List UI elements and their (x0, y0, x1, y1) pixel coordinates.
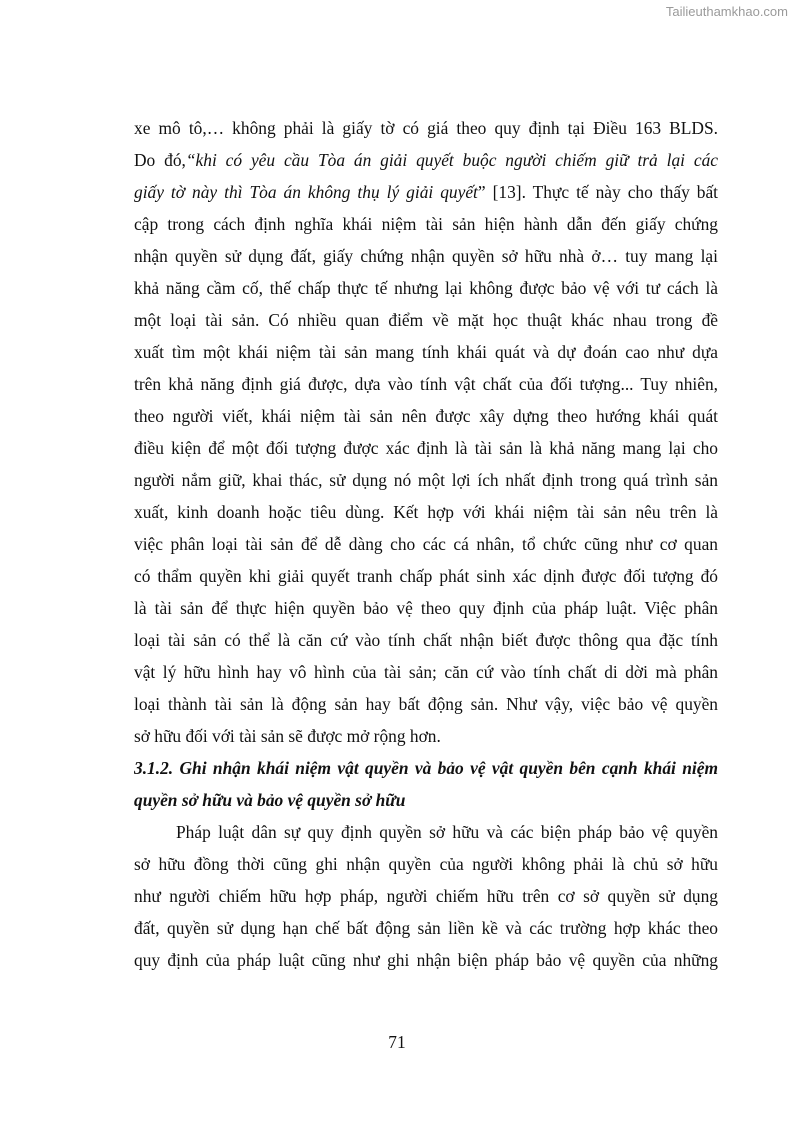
quoted-text: “khi có yêu cầu Tòa án giải quyết buộc người chiếm giữ trả lại các (185, 150, 718, 170)
text-span: quy định của pháp luật cũng như ghi nhận biện pháp bảo vệ quyền của những (134, 950, 718, 970)
body-text-line (134, 688, 718, 720)
text-span: sở hữu đồng thời cũng ghi nhận quyền của người không phải là chủ sở hữu (134, 854, 718, 874)
text-span: điều kiện để một đối tượng được xác định là tài sản là khả năng mang lại cho (134, 438, 718, 458)
body-text-line (134, 336, 718, 368)
text-span: 3.1.2. Ghi nhận khái niệm vật quyền và bảo vệ vật quyền bên cạnh khái niệm (134, 758, 718, 778)
text-span: như người chiếm hữu hợp pháp, người chiếm hữu trên cơ sở quyền sử dụng (134, 886, 718, 906)
text-span: cập trong cách định nghĩa khái niệm tài sản hiện hành dẫn đến giấy chứng (134, 214, 718, 234)
text-span: ” [13]. Thực tế này cho thấy bất (477, 182, 718, 202)
text-span: một loại tài sản. Có nhiều quan điểm về mặt học thuật khác nhau trong đề (134, 310, 718, 330)
body-text-line (134, 848, 718, 880)
body-text-line (134, 112, 718, 144)
text-span: xe mô tô,… không phải là giấy tờ có giá theo quy định tại Điều 163 BLDS. (134, 118, 718, 138)
text-span: có thẩm quyền khi giải quyết tranh chấp phát sinh xác dịnh được đối tượng đó (134, 566, 718, 586)
text-span: quyền sở hữu và bảo vệ quyền sở hữu (134, 790, 406, 810)
text-span: theo người viết, khái niệm tài sản nên được xây dựng theo hướng khái quát (134, 406, 718, 426)
body-text-line (134, 624, 718, 656)
body-text-line (134, 720, 718, 752)
body-text-line (134, 528, 718, 560)
body-text-line (134, 592, 718, 624)
body-text-line (134, 272, 718, 304)
text-span: việc phân loại tài sản để dễ dàng cho các cá nhân, tổ chức cũng như cơ quan (134, 534, 718, 554)
text-span: người nắm giữ, khai thác, sử dụng nó một lợi ích nhất định trong quá trình sản (134, 470, 718, 490)
text-span: là tài sản để thực hiện quyền bảo vệ theo quy định của pháp luật. Việc phân (134, 598, 718, 618)
text-span: vật lý hữu hình hay vô hình của tài sản; căn cứ vào tính chất di dời mà phân (134, 662, 718, 682)
text-span: xuất, kinh doanh hoặc tiêu dùng. Kết hợp với khái niệm tài sản nêu trên là (134, 502, 718, 522)
section-heading-line (134, 784, 718, 816)
text-span: xuất tìm một khái niệm tài sản mang tính khái quát và dự đoán cao như dựa (134, 342, 718, 362)
text-span: Pháp luật dân sự quy định quyền sở hữu và các biện pháp bảo vệ quyền (176, 822, 718, 842)
text-span: sở hữu đối với tài sản sẽ được mở rộng hơn. (134, 726, 441, 746)
body-text-line (134, 912, 718, 944)
body-text-line (134, 400, 718, 432)
text-span: loại thành tài sản là động sản hay bất động sản. Như vậy, việc bảo vệ quyền (134, 694, 718, 714)
body-text-line (134, 464, 718, 496)
text-span: loại tài sản có thể là căn cứ vào tính chất nhận biết được thông qua đặc tính (134, 630, 718, 650)
text-span: nhận quyền sử dụng đất, giấy chứng nhận quyền sở hữu nhà ở… tuy mang lại (134, 246, 718, 266)
body-text-line (134, 368, 718, 400)
quoted-text: giấy tờ này thì Tòa án không thụ lý giải quyết (134, 182, 478, 202)
body-text-line (134, 240, 718, 272)
page-body (134, 112, 718, 976)
body-text-line (134, 880, 718, 912)
section-heading-line (134, 752, 718, 784)
body-text-line (134, 208, 718, 240)
text-span: trên khả năng định giá được, dựa vào tính vật chất của đối tượng... Tuy nhiên, (134, 374, 718, 394)
body-text-line (134, 304, 718, 336)
body-text-line (134, 176, 718, 208)
page-number: 71 (388, 1032, 406, 1052)
body-text-line (134, 560, 718, 592)
body-text-line (134, 496, 718, 528)
text-span: đất, quyền sử dụng hạn chế bất động sản liền kề và các trường hợp khác theo (134, 918, 718, 938)
body-text-line (134, 144, 718, 176)
watermark: Tailieuthamkhao.com (665, 4, 788, 19)
body-text-line (134, 656, 718, 688)
text-span: Do đó, (134, 150, 186, 170)
body-text-line (134, 432, 718, 464)
text-span: khả năng cầm cố, thế chấp thực tế nhưng lại không được bảo vệ với tư cách là (134, 278, 718, 298)
body-text-line (134, 816, 718, 848)
body-text-line (134, 944, 718, 976)
